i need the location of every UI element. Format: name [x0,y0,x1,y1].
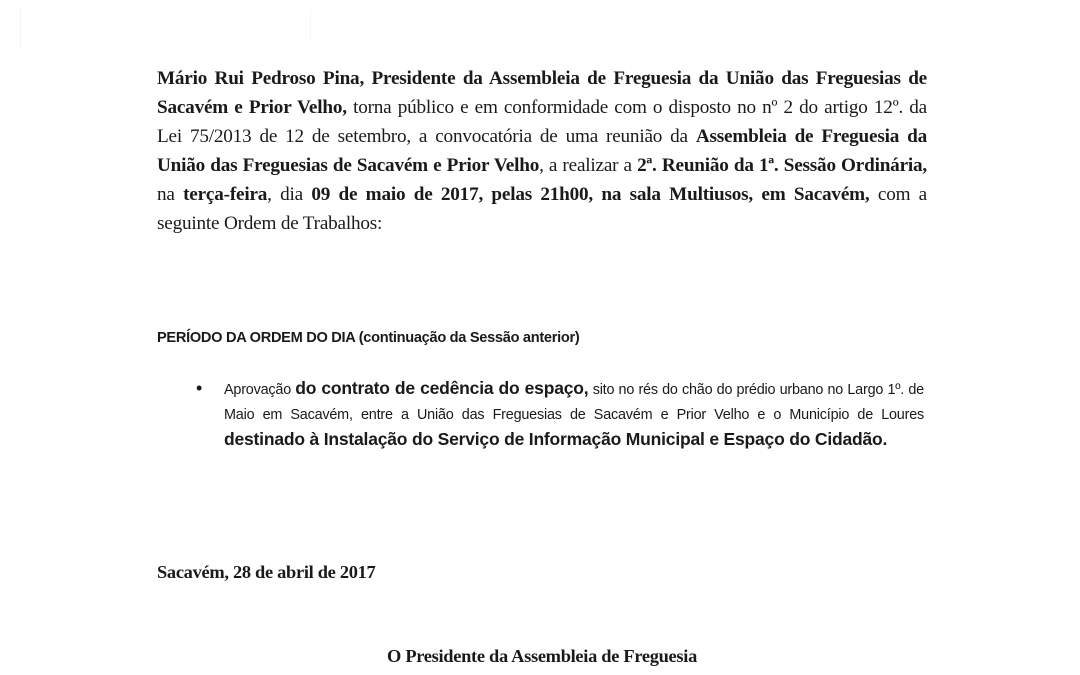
signature-title: O Presidente da Assembleia de Freguesia [387,646,697,666]
agenda-item [196,376,926,454]
intro-text-1: torna público e em conformidade com o disposto no nº 2 do artigo 12º. da Lei 75/2013 de 12 de setembro, a convocatória de uma reunião da [157,97,927,147]
agenda-text-2: sito no rés do chão do prédio urbano no Largo 1º. de Maio em Sacavém, entre a União das Freguesias de Sacavém e Prior Velho e o Município de Loures [224,382,924,423]
intro-bold-5: 09 de maio de 2017, pelas 21h00, na sala Multiusos, em Sacavém, [311,184,870,205]
intro-bold-4: terça-feira [183,184,268,205]
agenda-bold-1: do contrato de cedência do espaço, [295,378,589,398]
intro-text-5: com a seguinte Ordem de Trabalhos: [157,184,928,234]
intro-text-3: na [157,184,184,205]
scan-artifact [20,8,21,48]
section-title: PERÍODO DA ORDEM DO DIA (continuação da Sessão anterior) [157,330,580,346]
bullet-icon: • [196,378,203,398]
agenda-item-text [224,376,924,454]
intro-bold-1: Mário Rui Pedroso Pina, Presidente da Assembleia de Freguesia da União das Freguesias de Sacavém e Prior Velho, [157,68,927,118]
agenda-bold-2: destinado à Instalação do Serviço de Informação Municipal e Espaço do Cidadão. [224,429,888,449]
convocation-paragraph [157,64,927,238]
agenda-text-1: Aprovação [224,382,296,398]
scan-artifact [310,10,311,40]
intro-bold-2: Assembleia de Freguesia da União das Freguesias de Sacavém e Prior Velho [157,126,927,176]
intro-text-2: , a realizar a [539,155,638,176]
intro-text-4: , dia [267,184,312,205]
intro-bold-3: 2ª. Reunião da 1ª. Sessão Ordinária, [637,155,928,176]
place-date: Sacavém, 28 de abril de 2017 [157,562,376,582]
